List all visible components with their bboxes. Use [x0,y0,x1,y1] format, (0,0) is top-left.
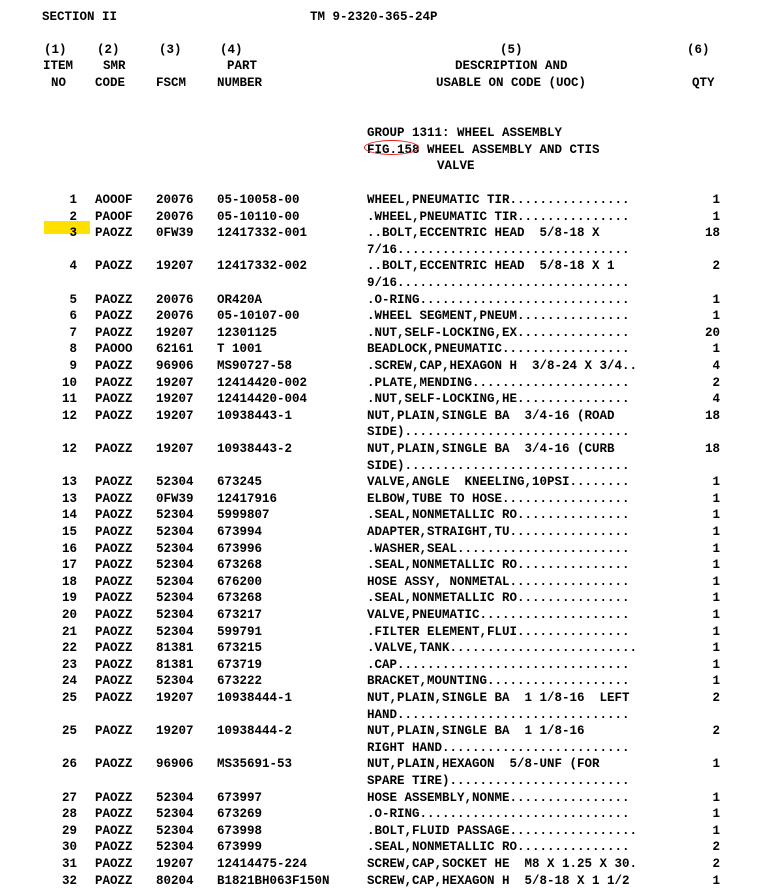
smr-code: PAOZZ [95,508,133,523]
item-number: 20 [61,608,77,622]
table-row [0,657,781,674]
table-row [0,590,781,607]
col-fscm-num: (3) [159,43,182,57]
part-number: 673998 [217,823,263,838]
description: .SEAL,NONMETALLIC RO............... [367,558,630,573]
smr-code: PAOZZ [95,608,133,622]
quantity: 2 [712,259,720,274]
part-number: MS90727-58 [217,359,293,373]
quantity: 20 [704,325,720,340]
item-number: 12 [61,442,77,456]
table-row-continuation [0,275,781,292]
quantity: 18 [704,226,720,241]
description: .SEAL,NONMETALLIC RO............... [367,508,630,523]
fscm-code: 0FW39 [156,491,194,506]
col-item-title: ITEM [43,59,74,73]
table-row [0,541,781,558]
item-number: 24 [61,674,77,689]
description: RIGHT HAND......................... [367,740,630,755]
quantity: 2 [712,840,720,855]
smr-code: PAOZZ [95,674,133,689]
part-number: MS35691-53 [217,757,293,772]
table-row-continuation [0,458,781,475]
part-number: T 1001 [217,342,263,357]
table-row-continuation [0,740,781,757]
description: NUT,PLAIN,SINGLE BA 1 1/8-16 [367,724,585,739]
part-number: 673996 [217,541,263,556]
quantity: 18 [704,442,720,456]
fscm-code: 0FW39 [156,226,194,241]
part-number: 673217 [217,608,263,622]
fscm-code: 62161 [156,342,194,357]
item-number: 8 [69,342,77,357]
description: ADAPTER,STRAIGHT,TU................ [367,525,630,539]
part-number: 12301125 [217,325,278,340]
item-number: 13 [61,475,77,490]
col-qty-sub: QTY [692,76,715,90]
quantity: 1 [712,608,720,622]
quantity: 1 [712,641,720,656]
part-number: 5999807 [217,508,270,523]
fscm-code: 52304 [156,558,194,573]
table-row [0,408,781,425]
table-row [0,873,781,890]
description: VALVE,ANGLE KNEELING,10PSI........ [367,475,630,490]
part-number: 673999 [217,840,263,855]
fscm-code: 19207 [156,724,194,739]
fscm-code: 96906 [156,359,194,373]
table-row [0,839,781,856]
quantity: 1 [712,508,720,523]
smr-code: PAOZZ [95,442,133,456]
item-number: 6 [69,309,77,324]
quantity: 18 [704,408,720,423]
smr-code: PAOZZ [95,292,133,307]
item-number: 7 [69,325,77,340]
quantity: 2 [712,724,720,739]
col-item-num: (1) [44,43,67,57]
smr-code: PAOZZ [95,691,133,705]
quantity: 1 [712,209,720,224]
fscm-code: 52304 [156,591,194,606]
fscm-code: 80204 [156,873,194,888]
description: .SCREW,CAP,HEXAGON H 3/8-24 X 3/4.. [367,359,638,373]
fscm-code: 19207 [156,392,194,407]
item-number: 2 [69,209,77,224]
quantity: 4 [712,359,720,373]
table-row-continuation [0,242,781,259]
fscm-code: 52304 [156,608,194,622]
tm-number: TM 9-2320-365-24P [310,10,438,24]
part-number: 673222 [217,674,263,689]
item-number: 16 [61,541,77,556]
description: ..BOLT,ECCENTRIC HEAD 5/8-18 X 1 [367,259,615,274]
item-number: 19 [61,591,77,606]
smr-code: PAOZZ [95,309,133,324]
description: HOSE ASSY, NONMETAL................ [367,574,630,589]
description: SIDE).............................. [367,458,630,473]
item-number: 28 [61,807,77,822]
smr-code: AOOOF [95,193,133,207]
item-number: 32 [61,873,77,888]
description: VALVE,PNEUMATIC.................... [367,608,630,622]
part-number: 12417916 [217,491,278,506]
table-row [0,806,781,823]
table-row-continuation [0,773,781,790]
smr-code: PAOZZ [95,807,133,822]
col-desc-sub: USABLE ON CODE (UOC) [436,76,587,90]
fscm-code: 19207 [156,259,194,274]
quantity: 1 [712,558,720,573]
part-number: 673719 [217,657,263,672]
smr-code: PAOZZ [95,392,133,407]
col-smr-num: (2) [97,43,120,57]
fscm-code: 52304 [156,574,194,589]
col-part-num: (4) [220,43,243,57]
smr-code: PAOZZ [95,757,133,772]
quantity: 1 [712,525,720,539]
fscm-code: 52304 [156,840,194,855]
part-number: 05-10110-00 [217,209,300,224]
quantity: 1 [712,757,720,772]
smr-code: PAOZZ [95,226,133,241]
smr-code: PAOZZ [95,790,133,805]
table-row [0,823,781,840]
part-number: 676200 [217,574,263,589]
col-fscm-sub: FSCM [156,76,187,90]
smr-code: PAOZZ [95,259,133,274]
fscm-code: 19207 [156,857,194,871]
part-number: OR420A [217,292,263,307]
part-number: 673245 [217,475,263,490]
quantity: 1 [712,342,720,357]
description: NUT,PLAIN,SINGLE BA 3/4-16 (CURB [367,442,615,456]
section-label: SECTION II [42,10,118,24]
item-number: 15 [61,525,77,539]
description: .WASHER,SEAL....................... [367,541,630,556]
col-smr-sub: CODE [95,76,126,90]
item-number: 5 [69,292,77,307]
table-row [0,856,781,873]
item-number: 22 [61,641,77,656]
quantity: 1 [712,309,720,324]
fscm-code: 20076 [156,309,194,324]
description: NUT,PLAIN,SINGLE BA 3/4-16 (ROAD [367,408,615,423]
fscm-code: 52304 [156,823,194,838]
fscm-code: 81381 [156,657,194,672]
table-row [0,640,781,657]
quantity: 1 [712,624,720,639]
description: .WHEEL,PNEUMATIC TIR............... [367,209,630,224]
item-number: 3 [69,226,77,241]
table-row-continuation [0,424,781,441]
smr-code: PAOZZ [95,724,133,739]
item-number: 23 [61,657,77,672]
col-part-title: PART [227,59,258,73]
fscm-code: 52304 [156,525,194,539]
quantity: 1 [712,475,720,490]
part-number: 673215 [217,641,263,656]
fscm-code: 19207 [156,375,194,390]
part-number: 12414420-004 [217,392,308,407]
table-row [0,624,781,641]
fscm-code: 81381 [156,641,194,656]
description: .BOLT,FLUID PASSAGE................. [367,823,638,838]
table-row [0,557,781,574]
group-title: GROUP 1311: WHEEL ASSEMBLY [367,126,563,140]
quantity: 1 [712,292,720,307]
fscm-code: 19207 [156,691,194,705]
table-row-continuation [0,707,781,724]
item-number: 31 [61,857,77,871]
description: ELBOW,TUBE TO HOSE................. [367,491,630,506]
part-number: 673994 [217,525,263,539]
description: NUT,PLAIN,HEXAGON 5/8-UNF (FOR [367,757,600,772]
part-number: 12417332-002 [217,259,308,274]
smr-code: PAOZZ [95,857,133,871]
smr-code: PAOZZ [95,491,133,506]
table-row [0,341,781,358]
quantity: 1 [712,873,720,888]
part-number: 12417332-001 [217,226,308,241]
table-row [0,790,781,807]
table-row [0,358,781,375]
table-row [0,308,781,325]
col-part-sub: NUMBER [217,76,263,90]
description: HAND............................... [367,707,630,722]
item-number: 14 [61,508,77,523]
quantity: 1 [712,674,720,689]
description: .VALVE,TANK......................... [367,641,638,656]
table-row [0,375,781,392]
part-number: 05-10058-00 [217,193,300,207]
description: .CAP............................... [367,657,630,672]
table-row [0,756,781,773]
smr-code: PAOZZ [95,325,133,340]
item-number: 10 [61,375,77,390]
smr-code: PAOZZ [95,359,133,373]
table-row [0,292,781,309]
description: WHEEL,PNEUMATIC TIR................ [367,193,630,207]
quantity: 2 [712,857,720,871]
smr-code: PAOZZ [95,873,133,888]
description: SCREW,CAP,SOCKET HE M8 X 1.25 X 30. [367,857,638,871]
smr-code: PAOOO [95,342,133,357]
fscm-code: 20076 [156,209,194,224]
col-desc-num: (5) [500,43,523,57]
col-smr-title: SMR [103,59,126,73]
table-row [0,258,781,275]
quantity: 4 [712,392,720,407]
description: HOSE ASSEMBLY,NONME................ [367,790,630,805]
table-row [0,673,781,690]
quantity: 1 [712,193,720,207]
item-number: 1 [69,193,77,207]
part-number: 10938444-2 [217,724,293,739]
part-number: B1821BH063F150N [217,873,330,888]
part-number: 12414475-224 [217,857,308,871]
smr-code: PAOZZ [95,591,133,606]
fscm-code: 20076 [156,292,194,307]
smr-code: PAOZZ [95,408,133,423]
figure-reference: FIG.15 [367,143,413,157]
col-desc-title: DESCRIPTION AND [455,59,568,73]
fscm-code: 52304 [156,541,194,556]
description: SCREW,CAP,HEXAGON H 5/8-18 X 1 1/2 [367,873,630,888]
description: .SEAL,NONMETALLIC RO............... [367,591,630,606]
part-number: 673997 [217,790,263,805]
item-number: 17 [61,558,77,573]
fscm-code: 52304 [156,807,194,822]
quantity: 1 [712,541,720,556]
item-number: 18 [61,574,77,589]
description: SPARE TIRE)........................ [367,774,630,788]
smr-code: PAOZZ [95,475,133,490]
col-qty-num: (6) [687,43,710,57]
fscm-code: 19207 [156,325,194,340]
smr-code: PAOZZ [95,641,133,656]
fscm-code: 96906 [156,757,194,772]
description: NUT,PLAIN,SINGLE BA 1 1/8-16 LEFT [367,691,630,705]
table-row [0,391,781,408]
part-number: 673268 [217,591,263,606]
table-row [0,192,781,209]
fscm-code: 52304 [156,674,194,689]
description: BRACKET,MOUNTING................... [367,674,630,689]
item-number: 26 [61,757,77,772]
description: BEADLOCK,PNEUMATIC................. [367,342,630,357]
smr-code: PAOZZ [95,624,133,639]
table-row [0,325,781,342]
part-number: 12414420-002 [217,375,308,390]
table-row [0,491,781,508]
description: .FILTER ELEMENT,FLUI............... [367,624,630,639]
smr-code: PAOZZ [95,558,133,573]
fscm-code: 52304 [156,508,194,523]
description: .NUT,SELF-LOCKING,HE............... [367,392,630,407]
figure-title-line3: VALVE [437,159,475,173]
description: .WHEEL SEGMENT,PNEUM............... [367,309,630,324]
smr-code: PAOZZ [95,541,133,556]
item-number: 13 [61,491,77,506]
quantity: 1 [712,591,720,606]
fscm-code: 52304 [156,624,194,639]
fscm-code: 19207 [156,442,194,456]
description: .O-RING............................ [367,807,630,822]
table-row [0,607,781,624]
item-number: 27 [61,790,77,805]
item-number: 21 [61,624,77,639]
quantity: 1 [712,823,720,838]
quantity: 1 [712,790,720,805]
smr-code: PAOZZ [95,375,133,390]
table-row [0,225,781,242]
figure-title-text: 8 WHEEL ASSEMBLY AND CTIS [412,143,600,157]
description: 9/16............................... [367,276,630,290]
item-number: 25 [61,724,77,739]
part-number: 10938444-1 [217,691,293,705]
table-row [0,507,781,524]
item-number: 30 [61,840,77,855]
table-row [0,441,781,458]
description: ..BOLT,ECCENTRIC HEAD 5/8-18 X [367,226,600,241]
smr-code: PAOZZ [95,840,133,855]
table-row [0,209,781,226]
item-number: 25 [61,691,77,705]
quantity: 1 [712,491,720,506]
description: 7/16............................... [367,242,630,257]
item-number: 9 [69,359,77,373]
description: .SEAL,NONMETALLIC RO............... [367,840,630,855]
quantity: 2 [712,375,720,390]
quantity: 1 [712,807,720,822]
fscm-code: 19207 [156,408,194,423]
item-number: 11 [61,392,77,407]
table-row [0,574,781,591]
description: SIDE).............................. [367,425,630,440]
item-number: 29 [61,823,77,838]
part-number: 673268 [217,558,263,573]
table-row [0,690,781,707]
smr-code: PAOOF [95,209,133,224]
description: .NUT,SELF-LOCKING,EX............... [367,325,630,340]
part-number: 599791 [217,624,263,639]
quantity: 2 [712,691,720,705]
table-row [0,474,781,491]
part-number: 05-10107-00 [217,309,300,324]
figure-reference-circle [364,140,419,155]
description: .PLATE,MENDING..................... [367,375,630,390]
part-number: 10938443-1 [217,408,293,423]
part-number: 10938443-2 [217,442,293,456]
smr-code: PAOZZ [95,823,133,838]
quantity: 1 [712,657,720,672]
smr-code: PAOZZ [95,574,133,589]
table-row [0,723,781,740]
smr-code: PAOZZ [95,525,133,539]
fscm-code: 52304 [156,475,194,490]
description: .O-RING............................ [367,292,630,307]
part-number: 673269 [217,807,263,822]
fscm-code: 52304 [156,790,194,805]
smr-code: PAOZZ [95,657,133,672]
fscm-code: 20076 [156,193,194,207]
quantity: 1 [712,574,720,589]
item-number: 4 [69,259,77,274]
table-row [0,524,781,541]
col-item-sub: NO [51,76,67,90]
item-number: 12 [61,408,77,423]
